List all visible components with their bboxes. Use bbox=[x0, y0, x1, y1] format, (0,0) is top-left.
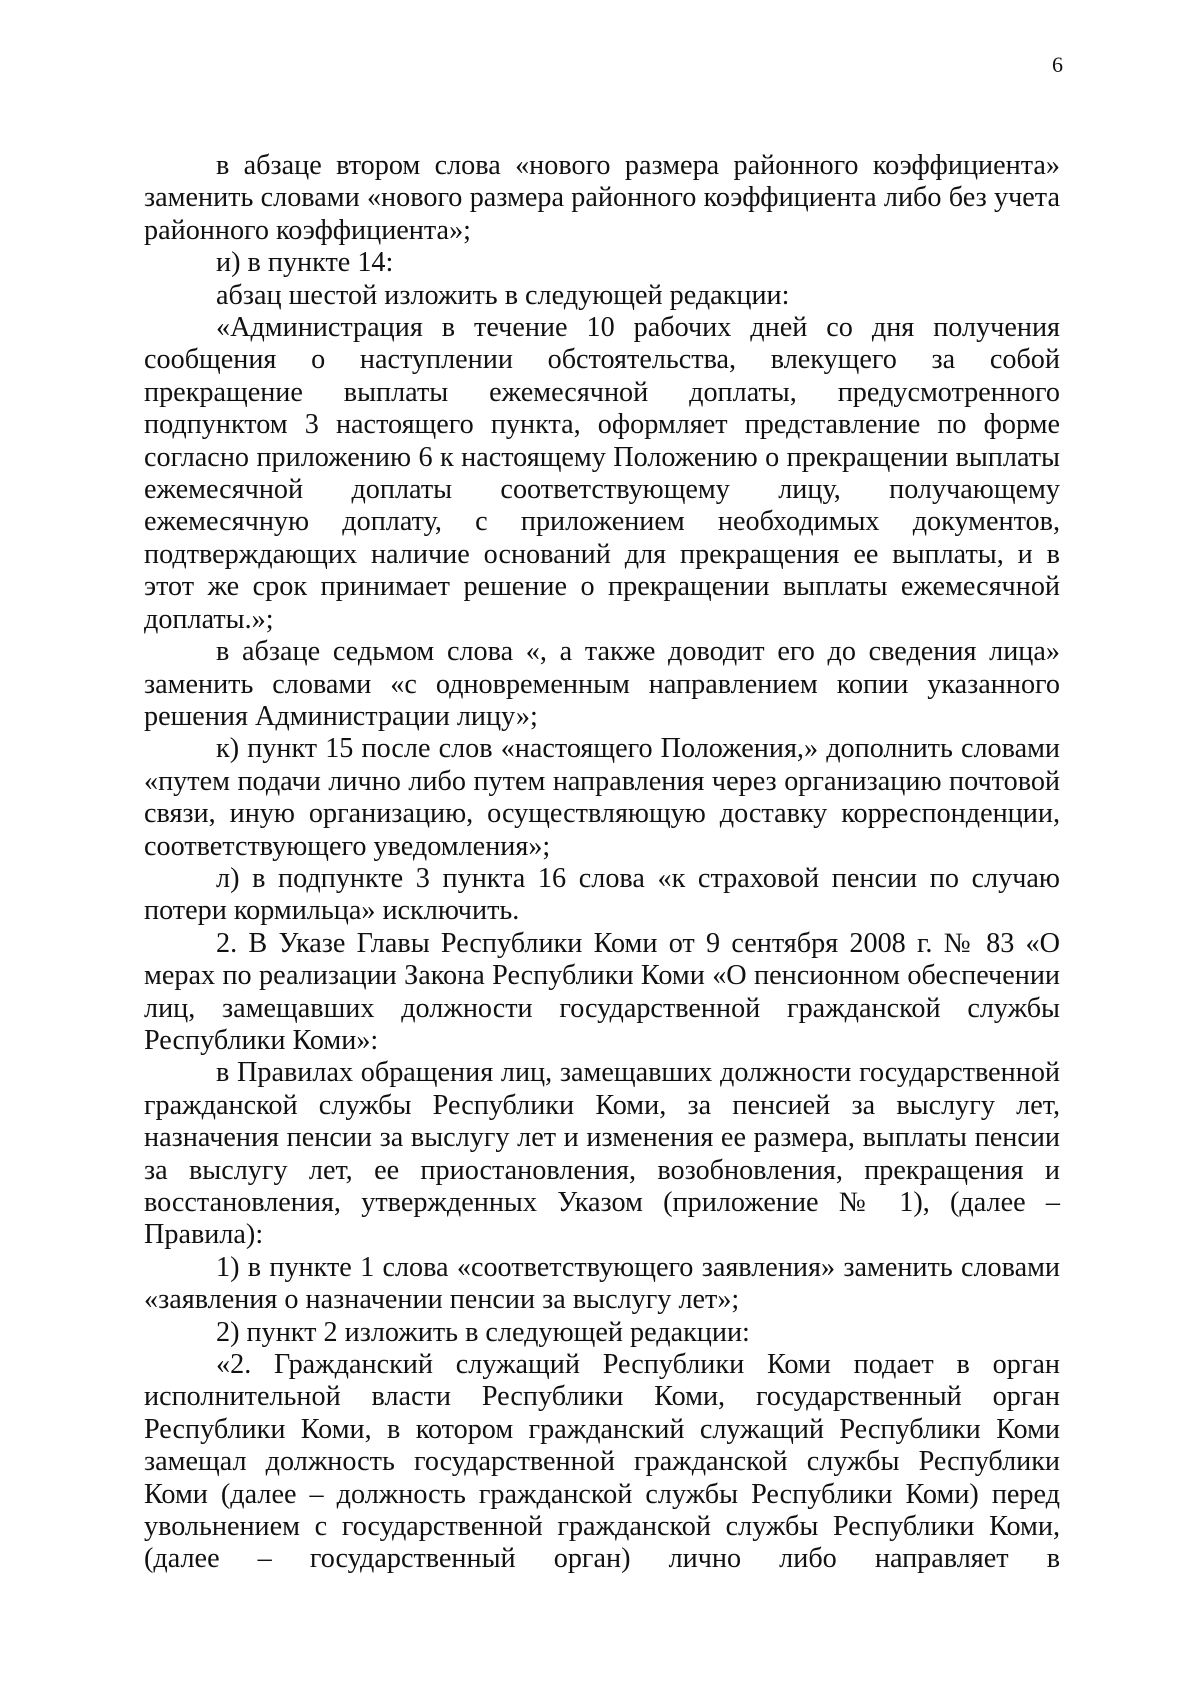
paragraph: в абзаце седьмом слова «, а также доводит его до сведения лица» заменить словами «с одновременным направлением копии указанного решения Администрации лицу»; bbox=[144, 636, 1060, 732]
paragraph: 2. В Указе Главы Республики Коми от 9 сентября 2008 г. № 83 «О мерах по реализации Закона Республики Коми «О пенсионном обеспечении лиц, замещавших должности государственной гражданской службы Республики Коми»: bbox=[144, 927, 1060, 1056]
paragraph: и) в пункте 14: bbox=[216, 247, 394, 279]
document-body bbox=[144, 150, 1060, 1576]
paragraph: в абзаце втором слова «нового размера районного коэффициента» заменить словами «нового размера районного коэффициента либо без учета районного коэффициента»; bbox=[144, 150, 1060, 246]
paragraph: к) пункт 15 после слов «настоящего Положения,» дополнить словами «путем подачи лично либо путем направления через организацию почтовой связи, иную организацию, осуществляющую доставку корреспонденции, соответствующего уведомления»; bbox=[144, 733, 1060, 862]
paragraph: л) в подпункте 3 пункта 16 слова «к страховой пенсии по случаю потери кормильца» исключить. bbox=[144, 862, 1060, 927]
paragraph: в Правилах обращения лиц, замещавших должности государственной гражданской службы Республики Коми, за пенсией за выслугу лет, назначения пенсии за выслугу лет и изменения ее размера, выплаты пенсии за выслугу лет, ее приостановления, возобновления, прекращения и восстановления, утвержденных Указом (приложение № 1), (далее – Правила): bbox=[144, 1057, 1060, 1251]
paragraph: 1) в пункте 1 слова «соответствующего заявления» заменить словами «заявления о назначении пенсии за выслугу лет»; bbox=[144, 1251, 1060, 1316]
paragraph: 2) пункт 2 изложить в следующей редакции: bbox=[216, 1316, 750, 1348]
page-number: 6 bbox=[1052, 52, 1063, 77]
paragraph: абзац шестой изложить в следующей редакции: bbox=[216, 279, 790, 311]
paragraph: «2. Гражданский служащий Республики Коми подает в орган исполнительной власти Республики Коми, государственный орган Республики Коми, в котором гражданский служащий Республики Коми замещал должность государственной гражданской службы Республики Коми (далее – должность гражданской службы Республики Коми) перед увольнением с государственной гражданской службы Республики Коми, (далее – государственный орган) лично либо направляет в bbox=[144, 1349, 1060, 1575]
paragraph: «Администрация в течение 10 рабочих дней со дня получения сообщения о наступлении обстоятельства, влекущего за собой прекращение выплаты ежемесячной доплаты, предусмотренного подпунктом 3 настоящего пункта, оформляет представление по форме согласно приложению 6 к настоящему Положению о прекращении выплаты ежемесячной доплаты соответствующему лицу, получающему ежемесячную доплату, с приложением необходимых документов, подтверждающих наличие оснований для прекращения ее выплаты, и в этот же срок принимает решение о прекращении выплаты ежемесячной доплаты.»; bbox=[144, 312, 1060, 635]
